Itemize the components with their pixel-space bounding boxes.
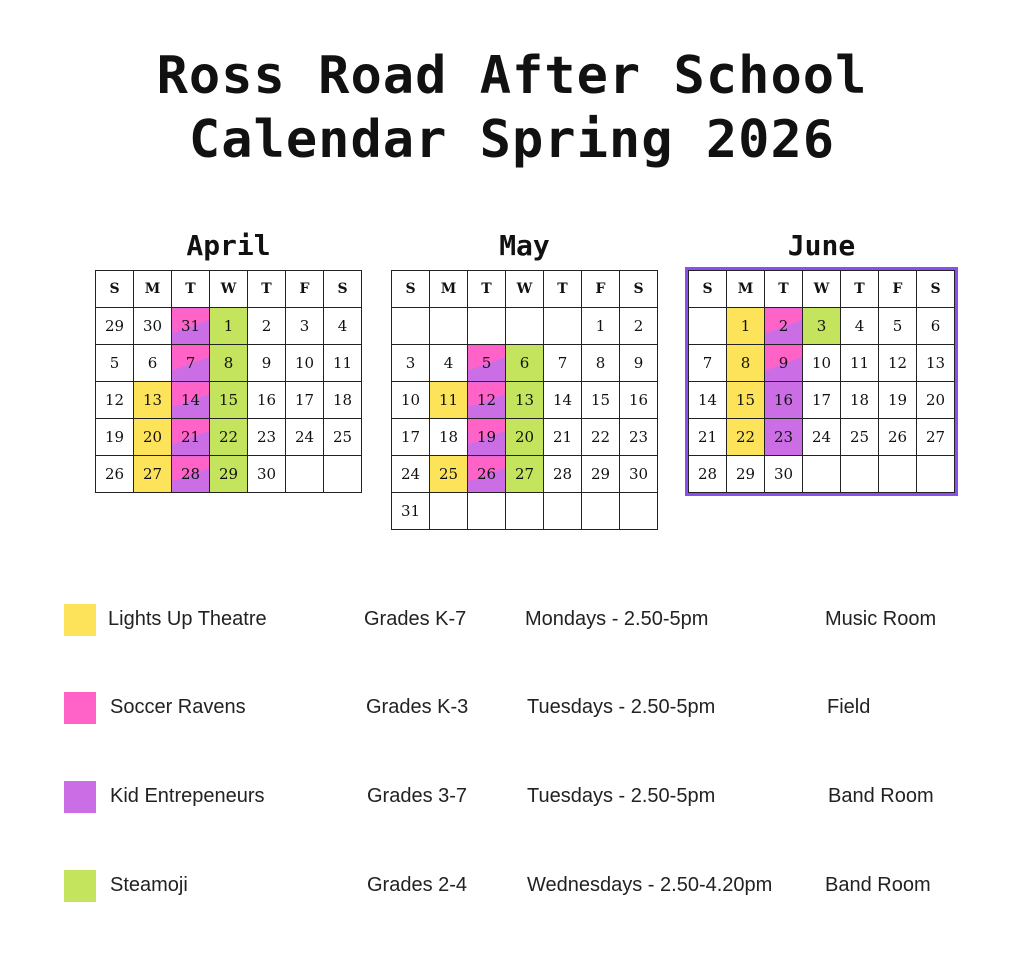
week-row [689,456,955,493]
title-line-2: Calendar Spring 2026 [188,110,836,170]
day-cell: 4 [841,308,879,345]
calendar-grid-wrap [688,270,955,493]
day-cell: 22 [210,419,248,456]
day-cell: 3 [392,345,430,382]
weekday-header: T [248,271,286,308]
day-cell: 25 [324,419,362,456]
week-row [392,493,658,530]
activity-schedule: Wednesdays - 2.50-4.20pm [527,874,773,896]
empty-day-cell [803,456,841,493]
week-row [96,382,362,419]
weekday-header: F [286,271,324,308]
calendar-grid-wrap [391,270,658,530]
day-cell: 5 [879,308,917,345]
day-cell: 14 [172,382,210,419]
day-cell: 22 [727,419,765,456]
week-row [689,345,955,382]
day-cell: 13 [917,345,955,382]
legend-row-steamoji [0,868,1024,908]
weekday-header: S [620,271,658,308]
calendar-grid [95,270,362,493]
day-cell: 1 [582,308,620,345]
empty-day-cell [841,456,879,493]
day-cell: 11 [430,382,468,419]
day-cell: 29 [210,456,248,493]
day-cell: 22 [582,419,620,456]
day-cell: 29 [582,456,620,493]
day-cell: 23 [248,419,286,456]
day-cell: 20 [134,419,172,456]
day-cell: 28 [172,456,210,493]
activity-name: Lights Up Theatre [108,608,267,630]
calendar-june [688,226,955,493]
day-cell: 13 [134,382,172,419]
weekday-header: T [765,271,803,308]
empty-day-cell [430,308,468,345]
activity-name: Kid Entrepeneurs [110,785,265,807]
day-cell: 20 [506,419,544,456]
activity-grades: Grades 2-4 [367,874,468,896]
day-cell: 2 [620,308,658,345]
day-cell: 7 [172,345,210,382]
day-cell: 10 [286,345,324,382]
week-row [96,308,362,345]
weekday-header: F [582,271,620,308]
day-cell: 26 [879,419,917,456]
day-cell: 9 [248,345,286,382]
day-cell: 3 [286,308,324,345]
day-cell: 2 [248,308,286,345]
day-cell: 3 [803,308,841,345]
day-cell: 16 [620,382,658,419]
day-cell: 15 [210,382,248,419]
page-title [0,44,1024,172]
week-row [96,345,362,382]
day-cell: 5 [468,345,506,382]
week-row [392,456,658,493]
weekday-header-row [96,271,362,308]
activity-grades: Grades K-3 [366,696,469,718]
week-row [392,419,658,456]
day-cell: 28 [544,456,582,493]
legend-row-theatre [0,602,1024,642]
day-cell: 26 [468,456,506,493]
weekday-header: W [506,271,544,308]
day-cell: 23 [765,419,803,456]
empty-day-cell [620,493,658,530]
day-cell: 17 [286,382,324,419]
weekday-header: F [879,271,917,308]
empty-day-cell [879,456,917,493]
week-row [96,456,362,493]
color-swatch [64,692,96,724]
weekday-header-row [392,271,658,308]
empty-day-cell [544,308,582,345]
empty-day-cell [468,493,506,530]
weekday-header: M [134,271,172,308]
day-cell: 6 [506,345,544,382]
day-cell: 21 [689,419,727,456]
empty-day-cell [430,493,468,530]
legend-row-soccer [0,690,1024,730]
week-row [392,345,658,382]
week-row [96,419,362,456]
week-row [689,308,955,345]
month-name: June [787,229,856,262]
activity-grades: Grades 3-7 [367,785,468,807]
day-cell: 21 [172,419,210,456]
weekday-header: W [803,271,841,308]
day-cell: 10 [392,382,430,419]
day-cell: 24 [286,419,324,456]
day-cell: 18 [430,419,468,456]
day-cell: 26 [96,456,134,493]
day-cell: 18 [324,382,362,419]
weekday-header: W [210,271,248,308]
day-cell: 20 [917,382,955,419]
weekday-header-row [689,271,955,308]
day-cell: 6 [917,308,955,345]
week-row [392,308,658,345]
calendar-grid [391,270,658,530]
day-cell: 9 [765,345,803,382]
weekday-header: S [392,271,430,308]
day-cell: 9 [620,345,658,382]
empty-day-cell [917,456,955,493]
weekday-header: S [324,271,362,308]
weekday-header: M [727,271,765,308]
empty-day-cell [468,308,506,345]
activity-schedule: Mondays - 2.50-5pm [525,608,709,630]
empty-day-cell [506,308,544,345]
day-cell: 7 [544,345,582,382]
weekday-header: T [841,271,879,308]
month-name: April [186,229,271,262]
weekday-header: S [96,271,134,308]
day-cell: 31 [172,308,210,345]
day-cell: 30 [134,308,172,345]
day-cell: 1 [210,308,248,345]
weekday-header: S [917,271,955,308]
day-cell: 13 [506,382,544,419]
day-cell: 21 [544,419,582,456]
day-cell: 11 [324,345,362,382]
week-row [689,382,955,419]
day-cell: 27 [134,456,172,493]
day-cell: 8 [582,345,620,382]
day-cell: 4 [430,345,468,382]
activity-name: Soccer Ravens [110,696,246,718]
weekday-header: T [468,271,506,308]
day-cell: 12 [468,382,506,419]
day-cell: 23 [620,419,658,456]
day-cell: 8 [727,345,765,382]
day-cell: 15 [582,382,620,419]
day-cell: 30 [248,456,286,493]
day-cell: 19 [879,382,917,419]
day-cell: 16 [765,382,803,419]
day-cell: 10 [803,345,841,382]
weekday-header: T [172,271,210,308]
weekday-header: M [430,271,468,308]
day-cell: 8 [210,345,248,382]
week-row [689,419,955,456]
color-swatch [64,781,96,813]
weekday-header: T [544,271,582,308]
day-cell: 29 [727,456,765,493]
day-cell: 12 [96,382,134,419]
title-line-1: Ross Road After School [156,46,868,106]
day-cell: 1 [727,308,765,345]
color-swatch [64,870,96,902]
day-cell: 31 [392,493,430,530]
day-cell: 6 [134,345,172,382]
day-cell: 27 [917,419,955,456]
calendar-may [391,226,658,530]
activity-location: Field [827,696,871,718]
day-cell: 25 [430,456,468,493]
calendar-april [95,226,362,493]
activity-schedule: Tuesdays - 2.50-5pm [527,785,716,807]
empty-day-cell [544,493,582,530]
day-cell: 29 [96,308,134,345]
color-swatch [64,604,96,636]
activity-schedule: Tuesdays - 2.50-5pm [527,696,716,718]
day-cell: 16 [248,382,286,419]
day-cell: 18 [841,382,879,419]
day-cell: 19 [96,419,134,456]
empty-day-cell [392,308,430,345]
calendar-grid-wrap [95,270,362,493]
empty-day-cell [506,493,544,530]
activity-name: Steamoji [110,874,188,896]
day-cell: 25 [841,419,879,456]
day-cell: 12 [879,345,917,382]
day-cell: 15 [727,382,765,419]
day-cell: 7 [689,345,727,382]
empty-day-cell [689,308,727,345]
day-cell: 4 [324,308,362,345]
day-cell: 11 [841,345,879,382]
day-cell: 24 [803,419,841,456]
activity-location: Band Room [825,874,931,896]
day-cell: 17 [392,419,430,456]
activity-location: Music Room [825,608,937,630]
day-cell: 5 [96,345,134,382]
empty-day-cell [286,456,324,493]
day-cell: 14 [689,382,727,419]
day-cell: 2 [765,308,803,345]
empty-day-cell [582,493,620,530]
day-cell: 28 [689,456,727,493]
day-cell: 19 [468,419,506,456]
empty-day-cell [324,456,362,493]
day-cell: 24 [392,456,430,493]
legend-row-entrepreneurs [0,779,1024,819]
calendar-grid [688,270,955,493]
activity-location: Band Room [828,785,934,807]
day-cell: 14 [544,382,582,419]
week-row [392,382,658,419]
weekday-header: S [689,271,727,308]
activity-grades: Grades K-7 [364,608,467,630]
day-cell: 27 [506,456,544,493]
day-cell: 30 [620,456,658,493]
month-name: May [499,229,550,262]
day-cell: 17 [803,382,841,419]
day-cell: 30 [765,456,803,493]
